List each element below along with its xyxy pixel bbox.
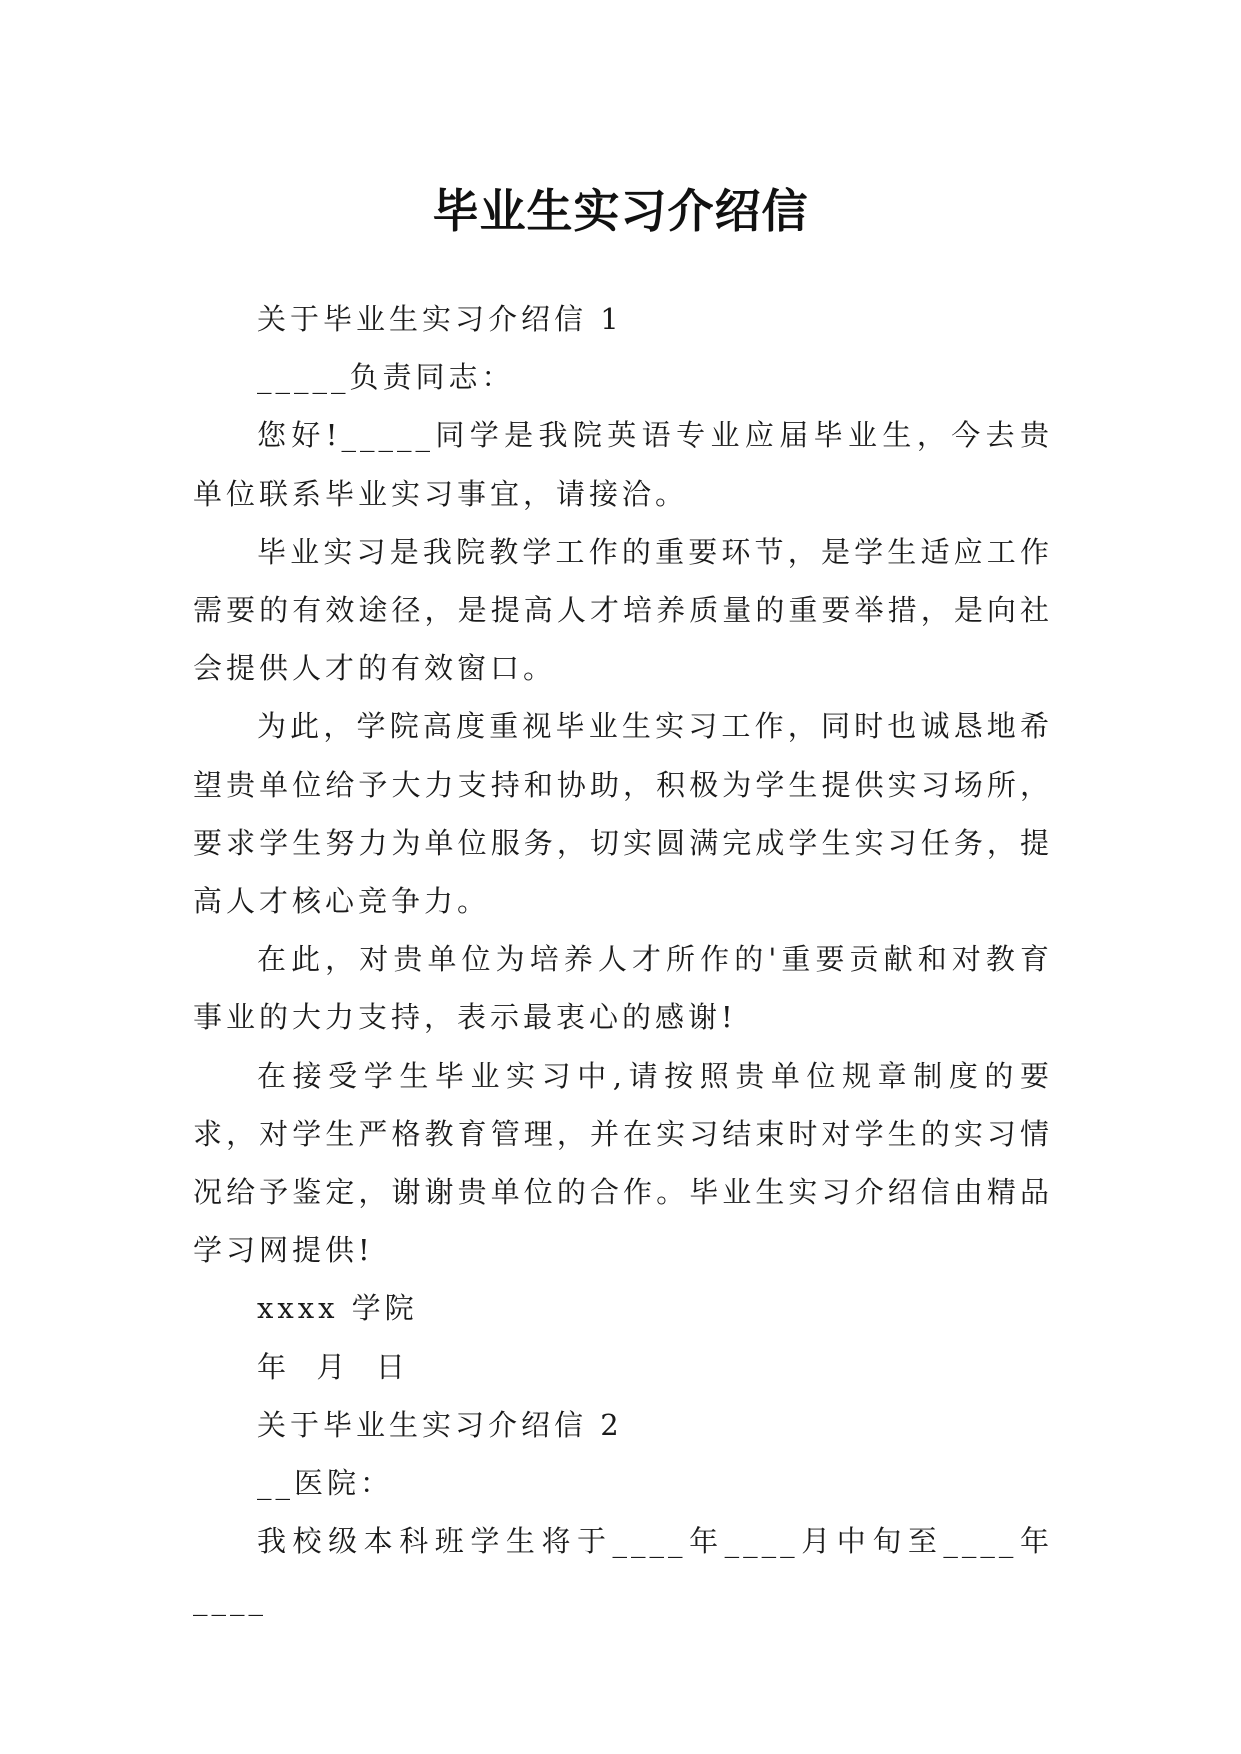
paragraph-schedule: 我校级本科班学生将于____年____月中旬至____年____ xyxy=(193,1524,1053,1617)
document-body xyxy=(193,290,1053,1629)
paragraph-management: 在接受学生毕业实习中,请按照贵单位规章制度的要求，对学生严格教育管理，并在实习结束时对学生的实习情况给予鉴定，谢谢贵单位的合作。毕业生实习介绍信由精品学习网提供! xyxy=(193,1058,1053,1268)
section-heading-1: 关于毕业生实习介绍信 1 xyxy=(257,302,623,336)
salutation-hospital: __医院： xyxy=(257,1466,394,1501)
signature-institution: xxxx 学院 xyxy=(257,1291,418,1326)
paragraph-thanks: 在此，对贵单位为培养人才所作的'重要贡献和对教育事业的大力支持，表示最衷心的感谢! xyxy=(193,942,1053,1035)
document-title: 毕业生实习介绍信 xyxy=(432,183,809,238)
paragraph-greeting: 您好!_____同学是我院英语专业应届毕业生，今去贵单位联系毕业实习事宜，请接洽。 xyxy=(193,418,1053,511)
salutation: _____负责同志： xyxy=(257,360,515,395)
section-heading-2: 关于毕业生实习介绍信 2 xyxy=(257,1407,623,1442)
signature-date: 年 月 日 xyxy=(257,1349,409,1384)
paragraph-request: 为此，学院高度重视毕业生实习工作，同时也诚恳地希望贵单位给予大力支持和协助，积极为学生提供实习场所，要求学生努力为单位服务，切实圆满完成学生实习任务，提高人才核心竞争力。 xyxy=(193,709,1053,919)
paragraph-importance: 毕业实习是我院教学工作的重要环节，是学生适应工作需要的有效途径，是提高人才培养质量的重要举措，是向社会提供人才的有效窗口。 xyxy=(193,534,1053,686)
